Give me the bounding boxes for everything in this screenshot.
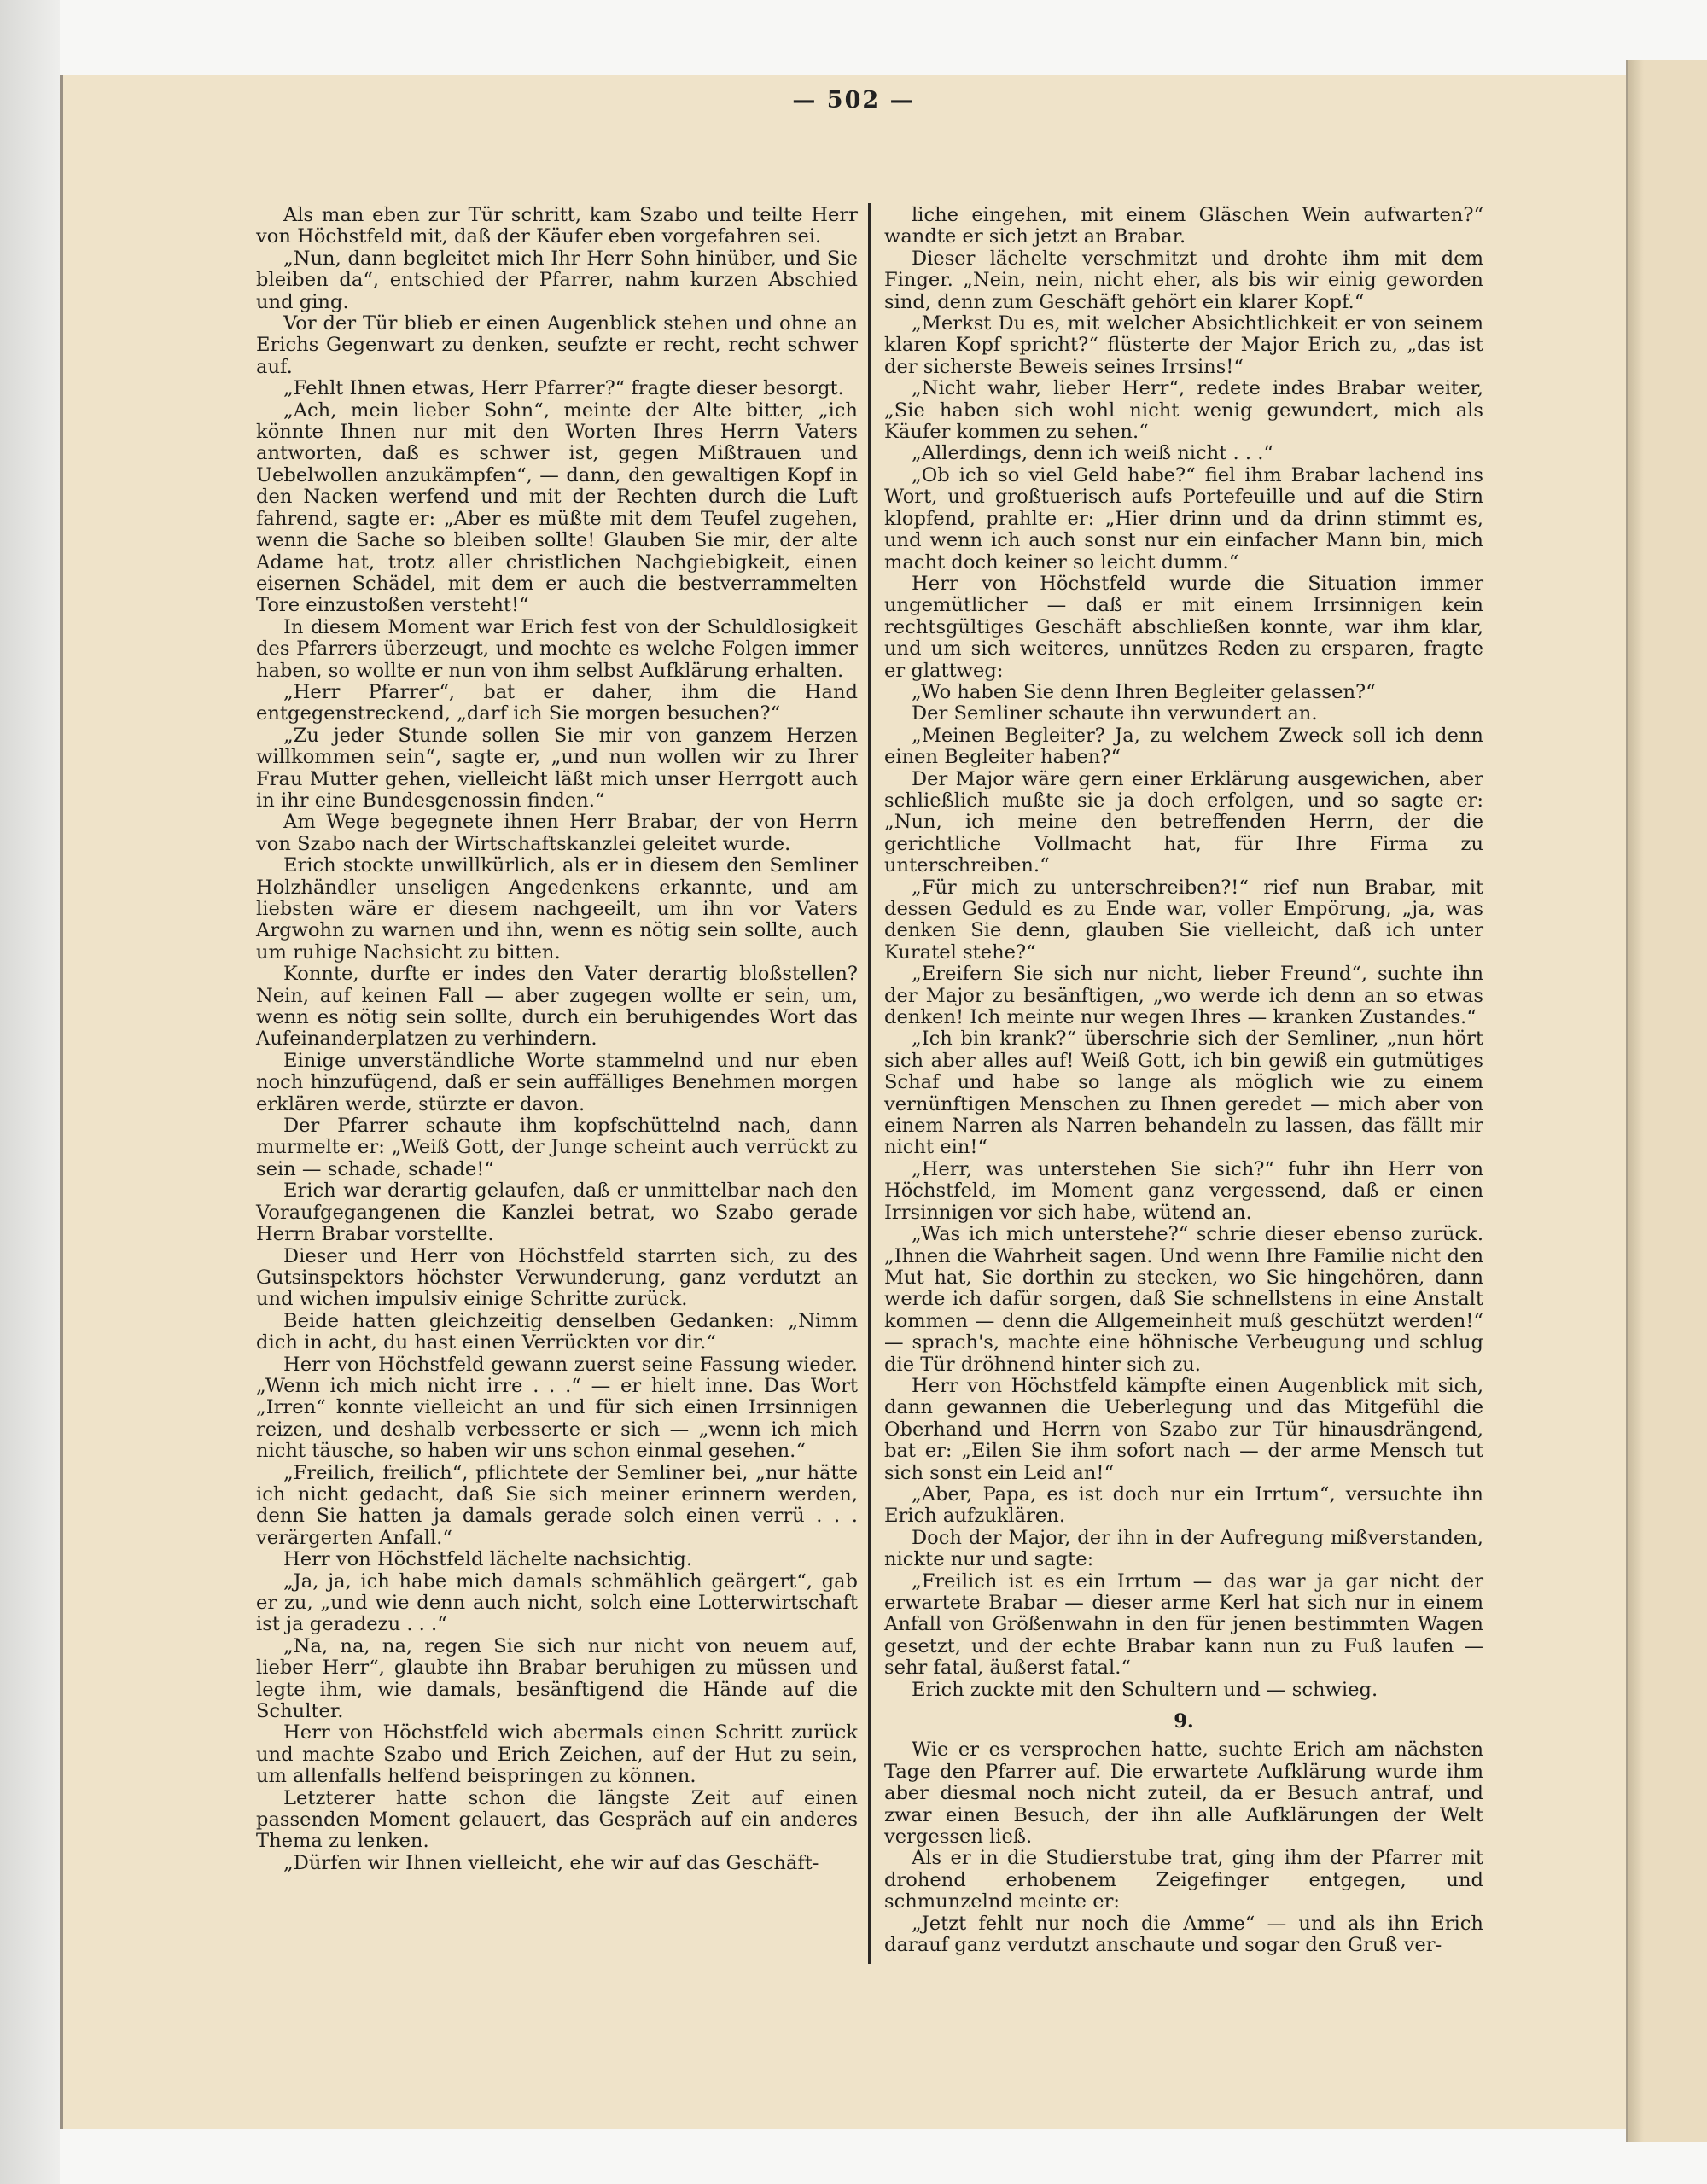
paragraph: Doch der Major, der ihn in der Aufregung mißverstanden, nickte nur und sagte: bbox=[884, 1526, 1483, 1571]
column-divider bbox=[868, 203, 871, 1964]
paragraph: „Allerdings, denn ich weiß nicht . . .“ bbox=[912, 442, 1273, 465]
paragraph: Wie er es versprochen hatte, suchte Erich am nächsten Tage den Pfarrer auf. Die erwartete Aufklärung wurde ihm aber diesmal noch nicht zuteil, da er Besuch antraf, und zwar einen Besuch, der ihn alle Aufklärungen der Welt vergessen ließ. bbox=[884, 1738, 1483, 1849]
paragraph: Als er in die Studierstube trat, ging ihm der Pfarrer mit drohend erhobenem Zeigefinger entgegen, und schmunzelnd meinte er: bbox=[884, 1847, 1483, 1913]
paragraph: „Ob ich so viel Geld habe?“ fiel ihm Brabar lachend ins Wort, und großtuerisch aufs Portefeuille und auf die Stirn klopfend, prahlte er: „Hier drinn und da drinn stimmt es, und wenn ich auch sonst nur ein einfacher Mann bin, mich macht doch keiner so leicht dumm.“ bbox=[884, 463, 1483, 574]
paragraph: „Freilich ist es ein Irrtum — das war ja gar nicht der erwartete Brabar — dieser arme Kerl hat sich nur in einem Anfall von Größenwahn in den für jenen bestimmten Wagen gesetzt, und der echte Brabar kann nun zu Fuß laufen — sehr fatal, äußerst fatal.“ bbox=[884, 1570, 1483, 1680]
paragraph: Herr von Höchstfeld wurde die Situation immer ungemütlicher — daß er mit einem Irrsinnigen kein rechtsgültiges Geschäft abschließen konnte, war ihm klar, und um sich weiteres, unnützes Reden zu ersparen, fragte er glattweg: bbox=[884, 572, 1483, 682]
paragraph: „Nicht wahr, lieber Herr“, redete indes Brabar weiter, „Sie haben sich wohl nicht wenig gewundert, mich als Käufer kommen zu sehen.“ bbox=[884, 377, 1483, 444]
paragraph: „Wo haben Sie denn Ihren Begleiter gelassen?“ bbox=[912, 680, 1376, 703]
paragraph: Der Semliner schaute ihn verwundert an. bbox=[912, 702, 1318, 725]
paragraph: „Ach, mein lieber Sohn“, meinte der Alte bitter, „ich könnte Ihnen nur mit den Worten Ihres Herrn Vaters antworten, daß es schwer ist, gegen Mißtrauen und Uebelwollen anzukämpfen“, — dann, den gewaltigen Kopf in den Nacken werfend und mit der Rechten durch die Luft fahrend, sagte er: „Aber es müßte mit dem Teufel zugehen, wenn die Sache so bleiben sollte! Glauben Sie mir, der alte Adame hat, trotz aller christlichen Nachgiebigkeit, einen eisernen Schädel, mit dem er auch die bestverrammelten Tore einzustoßen versteht!“ bbox=[256, 399, 858, 617]
paragraph: In diesem Moment war Erich fest von der Schuldlosigkeit des Pfarrers überzeugt, und mochte es welche Folgen immer haben, so wollte er nun von ihm selbst Aufklärung erhalten. bbox=[256, 615, 858, 682]
paragraph: Als man eben zur Tür schritt, kam Szabo und teilte Herr von Höchstfeld mit, daß der Käufer eben vorgefahren sei. bbox=[256, 204, 858, 248]
paragraph: „Herr Pfarrer“, bat er daher, ihm die Hand entgegenstreckend, „darf ich Sie morgen besuchen?“ bbox=[256, 680, 858, 725]
adjacent-page-edge bbox=[1626, 60, 1707, 2142]
paragraph: Herr von Höchstfeld wich abermals einen Schritt zurück und machte Szabo und Erich Zeichen, auf der Hut zu sein, um allenfalls helfend beispringen zu können. bbox=[256, 1721, 858, 1788]
scan-background-left bbox=[0, 0, 60, 2184]
right-text-column bbox=[884, 205, 1483, 1957]
paragraph: Vor der Tür blieb er einen Augenblick stehen und ohne an Erichs Gegenwart zu denken, seufzte er recht, recht schwer auf. bbox=[256, 312, 858, 378]
paragraph: Erich stockte unwillkürlich, als er in diesem den Semliner Holzhändler unseligen Angedenkens erkannte, und am liebsten wäre er diesem nachgeeilt, um ihn vor Vaters Argwohn zu warnen und ihn, wenn es nötig sein sollte, auch um ruhige Nachsicht zu bitten. bbox=[256, 854, 858, 964]
paragraph: „Für mich zu unterschreiben?!“ rief nun Brabar, mit dessen Geduld es zu Ende war, voller Empörung, „ja, was denken Sie denn, glauben Sie vielleicht, daß ich unter Kuratel stehe?“ bbox=[884, 876, 1483, 964]
paragraph: „Herr, was unterstehen Sie sich?“ fuhr ihn Herr von Höchstfeld, im Moment ganz vergessend, daß er einen Irrsinnigen vor sich habe, wütend an. bbox=[884, 1157, 1483, 1224]
paragraph: Dieser und Herr von Höchstfeld starrten sich, zu des Gutsinspektors höchster Verwunderung, ganz verdutzt an und wichen impulsiv einige Schritte zurück. bbox=[256, 1244, 858, 1311]
paragraph: „Zu jeder Stunde sollen Sie mir von ganzem Herzen willkommen sein“, sagte er, „und nun wollen wir zu Ihrer Frau Mutter gehen, vielleicht läßt mich unser Herrgott auch in ihr eine Bundesgenossin finden.“ bbox=[256, 724, 858, 812]
paragraph: „Aber, Papa, es ist doch nur ein Irrtum“, versuchte ihn Erich aufzuklären. bbox=[884, 1482, 1483, 1528]
paragraph: „Dürfen wir Ihnen vielleicht, ehe wir auf das Geschäft- bbox=[283, 1851, 819, 1874]
paragraph: „Ich bin krank?“ überschrie sich der Semliner, „nun hört sich aber alles auf! Weiß Gott, ich bin gewiß ein gutmütiges Schaf und habe so lange als möglich wie zu einem vernünftigen Menschen zu Ihnen geredet — mich aber von einem Narren als Narren behandeln zu lassen, das fällt mir nicht ein!“ bbox=[884, 1028, 1483, 1159]
paragraph: „Jetzt fehlt nur noch die Amme“ — und als ihn Erich darauf ganz verdutzt anschaute und sogar den Gruß ver- bbox=[884, 1912, 1483, 1957]
paragraph: Herr von Höchstfeld kämpfte einen Augenblick mit sich, dann gewannen die Ueberlegung und das Mitgefühl die Oberhand und Herrn von Szabo zur Tür hinausdrängend, bat er: „Eilen Sie ihm sofort nach — der arme Mensch tut sich sonst ein Leid an!“ bbox=[884, 1374, 1483, 1484]
paragraph: Am Wege begegnete ihnen Herr Brabar, der von Herrn von Szabo nach der Wirtschaftskanzlei geleitet wurde. bbox=[256, 811, 858, 855]
paragraph: „Meinen Begleiter? Ja, zu welchem Zweck soll ich denn einen Begleiter haben?“ bbox=[884, 724, 1483, 769]
paragraph: Erich zuckte mit den Schultern und — schwieg. bbox=[912, 1678, 1378, 1701]
paragraph: Herr von Höchstfeld gewann zuerst seine Fassung wieder. „Wenn ich mich nicht irre . . .“ — er hielt inne. Das Wort „Irren“ konnte vielleicht an und für sich einen Irrsinnigen reizen, und deshalb verbesserte er sich — „wenn ich mich nicht täusche, so haben wir uns schon einmal gesehen.“ bbox=[256, 1353, 858, 1463]
paragraph: Letzterer hatte schon die längste Zeit auf einen passenden Moment gelauert, das Gespräch auf ein anderes Thema zu lenken. bbox=[256, 1786, 858, 1853]
paragraph: „Ja, ja, ich habe mich damals schmählich geärgert“, gab er zu, „und wie denn auch nicht, solch eine Lotterwirtschaft ist ja geradezu . . .“ bbox=[256, 1570, 858, 1636]
paragraph: „Was ich mich unterstehe?“ schrie dieser ebenso zurück. „Ihnen die Wahrheit sagen. Und wenn Ihre Familie nicht den Mut hat, Sie dorthin zu stecken, wo Sie hingehören, dann werde ich dafür sorgen, daß Sie schnellstens in eine Anstalt kommen — denn die Allgemeinheit muß geschützt werden!“ — sprach's, machte eine höhnische Verbeugung und schlug die Tür dröhnend hinter sich zu. bbox=[884, 1223, 1483, 1376]
paragraph: Konnte, durfte er indes den Vater derartig bloßstellen? Nein, auf keinen Fall — aber zugegen wollte er sein, um, wenn es nötig sein sollte, durch ein beruhigendes Wort das Aufeinanderplatzen zu verhindern. bbox=[256, 963, 858, 1051]
paragraph: „Nun, dann begleitet mich Ihr Herr Sohn hinüber, und Sie bleiben da“, entschied der Pfarrer, nahm kurzen Abschied und ging. bbox=[256, 247, 858, 313]
paragraph: „Merkst Du es, mit welcher Absichtlichkeit er von seinem klaren Kopf spricht?“ flüsterte der Major Erich zu, „das ist der sicherste Beweis seines Irrsins!“ bbox=[884, 312, 1483, 378]
paragraph: Erich war derartig gelaufen, daß er unmittelbar nach den Voraufgegangenen die Kanzlei betrat, wo Szabo gerade Herrn Brabar vorstellte. bbox=[256, 1179, 858, 1246]
paragraph: Einige unverständliche Worte stammelnd und nur eben noch hinzufügend, daß er sein auffälliges Benehmen morgen erklären werde, stürzte er davon. bbox=[256, 1049, 858, 1115]
paragraph: „Na, na, na, regen Sie sich nur nicht von neuem auf, lieber Herr“, glaubte ihn Brabar beruhigen zu müssen und legte ihm, wie damals, besänftigend die Hände auf die Schulter. bbox=[256, 1634, 858, 1723]
paragraph: liche eingehen, mit einem Gläschen Wein aufwarten?“ wandte er sich jetzt an Brabar. bbox=[884, 204, 1483, 248]
paragraph: Der Pfarrer schaute ihm kopfschüttelnd nach, dann murmelte er: „Weiß Gott, der Junge scheint auch verrückt zu sein — schade, schade!“ bbox=[256, 1115, 858, 1180]
paragraph: Der Major wäre gern einer Erklärung ausgewichen, aber schließlich mußte sie ja doch erfolgen, und so sagte er: „Nun, ich meine den betreffenden Herrn, der die gerichtliche Vollmacht hat, für Ihre Firma zu unterschreiben.“ bbox=[884, 767, 1483, 877]
paragraph: „Fehlt Ihnen etwas, Herr Pfarrer?“ fragte dieser besorgt. bbox=[283, 377, 844, 400]
page-number: — 502 — bbox=[792, 87, 915, 114]
paragraph: Dieser lächelte verschmitzt und drohte ihm mit dem Finger. „Nein, nein, nicht eher, als bis wir einig geworden sind, denn zum Geschäft gehört ein klarer Kopf.“ bbox=[884, 247, 1483, 313]
paragraph: Beide hatten gleichzeitig denselben Gedanken: „Nimm dich in acht, du hast einen Verrückten vor dir.“ bbox=[256, 1309, 858, 1354]
chapter-heading: 9. bbox=[1174, 1710, 1194, 1733]
paragraph: Herr von Höchstfeld lächelte nachsichtig. bbox=[283, 1548, 693, 1571]
left-text-column bbox=[256, 205, 858, 1874]
paragraph: „Ereifern Sie sich nur nicht, lieber Freund“, suchte ihn der Major zu besänftigen, „wo werde ich denn an so etwas denken! Ich meinte nur wegen Ihres — kranken Zustandes.“ bbox=[884, 963, 1483, 1029]
paragraph: „Freilich, freilich“, pflichtete der Semliner bei, „nur hätte ich nicht gedacht, daß Sie sich meiner erinnern werden, denn Sie hatten ja damals gerade solch einen verrü . . . verärgerten Anfall.“ bbox=[256, 1461, 858, 1549]
